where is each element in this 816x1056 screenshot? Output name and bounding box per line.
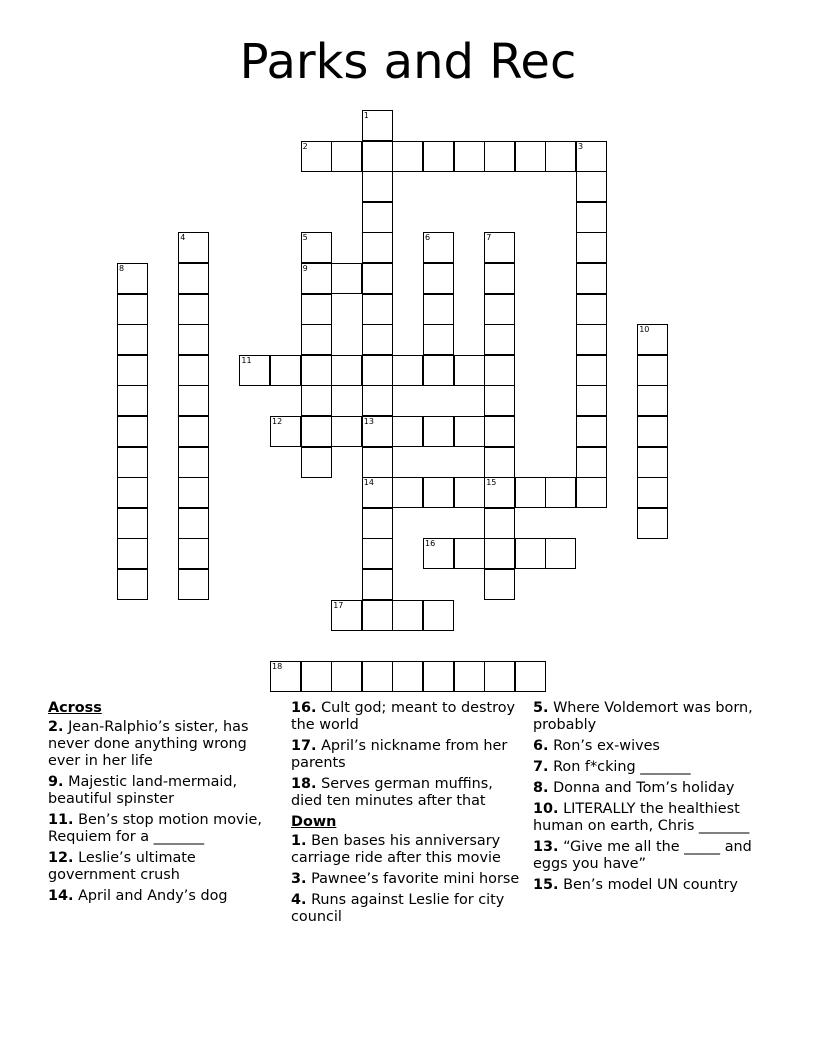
grid-cell[interactable] [117, 416, 148, 447]
clue-number: 4. [291, 892, 307, 908]
grid-cell[interactable] [301, 141, 332, 172]
cell-number: 9 [302, 264, 308, 273]
down-heading: Down [291, 814, 337, 830]
grid-cell[interactable] [484, 355, 515, 386]
grid-cell[interactable] [117, 263, 148, 294]
grid-cell[interactable] [331, 141, 362, 172]
grid-cell[interactable] [454, 141, 485, 172]
grid-cell[interactable] [301, 416, 332, 447]
grid-cell[interactable] [178, 385, 209, 416]
clue-column-2 [291, 700, 523, 930]
grid-cell[interactable] [423, 232, 454, 263]
grid-cell[interactable] [423, 324, 454, 355]
grid-cell[interactable] [392, 477, 423, 508]
grid-cell[interactable] [178, 477, 209, 508]
grid-cell[interactable] [576, 171, 607, 202]
grid-cell[interactable] [362, 477, 393, 508]
grid-cell[interactable] [270, 661, 301, 692]
grid-cell[interactable] [178, 355, 209, 386]
grid-cell[interactable] [362, 110, 393, 141]
clue-number: 6. [533, 738, 549, 754]
grid-cell[interactable] [484, 294, 515, 325]
grid-cell[interactable] [637, 324, 668, 355]
grid-cell[interactable] [270, 416, 301, 447]
clue-number: 7. [533, 759, 549, 775]
grid-cell[interactable] [362, 324, 393, 355]
grid-cell[interactable] [331, 263, 362, 294]
clue-number: 14. [48, 888, 74, 904]
clue-text: Pawnee’s favorite mini horse [311, 871, 520, 887]
grid-cell[interactable] [423, 141, 454, 172]
grid-cell[interactable] [576, 447, 607, 478]
clue-number: 15. [533, 877, 559, 893]
cell-number: 7 [486, 233, 492, 243]
page-title: Parks and Rec [239, 34, 577, 90]
grid-cell[interactable] [545, 477, 576, 508]
grid-cell[interactable] [484, 447, 515, 478]
grid-cell[interactable] [454, 477, 485, 508]
grid-cell[interactable] [484, 538, 515, 569]
grid-cell[interactable] [484, 324, 515, 355]
clue-text: Donna and Tom’s holiday [553, 780, 735, 796]
grid-cell[interactable] [637, 447, 668, 478]
grid-cell[interactable] [362, 294, 393, 325]
grid-cell[interactable] [117, 477, 148, 508]
clue-text: Where Voldemort was born, probably [533, 700, 753, 733]
clue-number: 2. [48, 719, 64, 735]
grid-cell[interactable] [454, 416, 485, 447]
grid-cell[interactable] [484, 661, 515, 692]
clue-text: April’s nickname from her parents [291, 738, 508, 771]
clue-down-3 [291, 871, 523, 888]
grid-cell[interactable] [178, 569, 209, 600]
grid-cell[interactable] [484, 477, 515, 508]
clue-text: Serves german muffins, died ten minutes after that [291, 776, 493, 809]
clue-text: Jean-Ralphio’s sister, has never done anything wrong ever in her life [48, 719, 249, 769]
clue-across-2 [48, 719, 280, 770]
grid-cell[interactable] [576, 324, 607, 355]
grid-cell[interactable] [117, 447, 148, 478]
grid-cell[interactable] [362, 263, 393, 294]
grid-cell[interactable] [117, 538, 148, 569]
cell-number: 1 [363, 111, 369, 120]
grid-cell[interactable] [178, 294, 209, 325]
clue-down-10 [533, 801, 765, 835]
grid-cell[interactable] [392, 355, 423, 386]
clue-number: 13. [533, 839, 559, 855]
grid-cell[interactable] [515, 477, 546, 508]
grid-cell[interactable] [178, 232, 209, 263]
grid-cell[interactable] [423, 355, 454, 386]
grid-cell[interactable] [362, 355, 393, 386]
grid-cell[interactable] [484, 263, 515, 294]
clue-across-11 [48, 812, 280, 846]
cell-number: 12 [272, 417, 283, 426]
grid-cell[interactable] [576, 202, 607, 233]
clue-column-3 [533, 700, 765, 898]
clue-text: “Give me all the _____ and eggs you have” [533, 839, 752, 872]
clue-text: Ron’s ex-wives [553, 738, 660, 754]
grid-cell[interactable] [576, 355, 607, 386]
grid-cell[interactable] [423, 538, 454, 569]
grid-cell[interactable] [392, 600, 423, 631]
clue-down-4 [291, 892, 523, 926]
cell-number: 3 [578, 141, 584, 151]
cell-number: 10 [639, 325, 650, 335]
grid-cell[interactable] [484, 569, 515, 600]
grid-cell[interactable] [515, 661, 546, 692]
grid-cell[interactable] [362, 416, 393, 447]
grid-cell[interactable] [331, 661, 362, 692]
grid-cell[interactable] [178, 538, 209, 569]
grid-cell[interactable] [178, 324, 209, 355]
clue-down-6 [533, 738, 765, 755]
cell-number: 11 [241, 355, 252, 365]
grid-cell[interactable] [117, 569, 148, 600]
grid-cell[interactable] [423, 600, 454, 631]
grid-cell[interactable] [454, 538, 485, 569]
grid-cell[interactable] [392, 416, 423, 447]
clue-number: 5. [533, 700, 549, 716]
clue-text: Majestic land-mermaid, beautiful spinster [48, 774, 238, 807]
grid-cell[interactable] [637, 477, 668, 508]
grid-cell[interactable] [178, 447, 209, 478]
grid-cell[interactable] [331, 600, 362, 631]
grid-cell[interactable] [637, 385, 668, 416]
clue-down-15 [533, 877, 765, 894]
grid-cell[interactable] [362, 202, 393, 233]
grid-cell[interactable] [178, 508, 209, 539]
grid-cell[interactable] [117, 385, 148, 416]
grid-cell[interactable] [331, 355, 362, 386]
grid-cell[interactable] [117, 355, 148, 386]
clue-text: LITERALLY the healthiest human on earth, Chris _______ [533, 801, 750, 834]
grid-cell[interactable] [545, 141, 576, 172]
clue-across-12 [48, 850, 280, 884]
cell-number: 18 [272, 661, 283, 671]
grid-cell[interactable] [301, 263, 332, 294]
cell-number: 14 [363, 478, 374, 488]
clue-text: Runs against Leslie for city council [291, 892, 505, 925]
clue-number: 1. [291, 833, 307, 849]
grid-cell[interactable] [576, 232, 607, 263]
clue-text: Leslie’s ultimate government crush [48, 850, 196, 883]
grid-cell[interactable] [239, 355, 270, 386]
grid-cell[interactable] [362, 447, 393, 478]
grid-cell[interactable] [270, 355, 301, 386]
grid-cell[interactable] [178, 416, 209, 447]
clue-number: 18. [291, 776, 317, 792]
cell-number: 5 [302, 233, 308, 243]
clue-number: 17. [291, 738, 317, 754]
grid-cell[interactable] [362, 569, 393, 600]
clue-across-17 [291, 738, 523, 772]
grid-cell[interactable] [362, 171, 393, 202]
grid-cell[interactable] [454, 355, 485, 386]
clue-down-8 [533, 780, 765, 797]
grid-cell[interactable] [117, 324, 148, 355]
clue-number: 3. [291, 871, 307, 887]
grid-cell[interactable] [576, 263, 607, 294]
clue-number: 12. [48, 850, 74, 866]
grid-cell[interactable] [484, 416, 515, 447]
grid-cell[interactable] [362, 538, 393, 569]
clue-number: 16. [291, 700, 317, 716]
grid-cell[interactable] [454, 661, 485, 692]
clue-across-18 [291, 776, 523, 810]
grid-cell[interactable] [576, 294, 607, 325]
across-heading: Across [48, 700, 102, 716]
grid-cell[interactable] [576, 416, 607, 447]
clue-number: 10. [533, 801, 559, 817]
clue-text: Ben’s stop motion movie, Requiem for a _______ [48, 812, 262, 845]
grid-cell[interactable] [362, 600, 393, 631]
grid-cell[interactable] [301, 355, 332, 386]
clue-across-16 [291, 700, 523, 734]
grid-cell[interactable] [301, 661, 332, 692]
grid-cell[interactable] [117, 508, 148, 539]
cell-number: 6 [425, 233, 431, 243]
clue-across-9 [48, 774, 280, 808]
grid-cell[interactable] [301, 385, 332, 416]
clue-text: Ben’s model UN country [563, 877, 738, 893]
grid-cell[interactable] [637, 508, 668, 539]
clue-number: 9. [48, 774, 64, 790]
clue-number: 11. [48, 812, 74, 828]
clue-down-13 [533, 839, 765, 873]
grid-cell[interactable] [362, 232, 393, 263]
clue-text: Cult god; meant to destroy the world [291, 700, 516, 733]
grid-cell[interactable] [362, 141, 393, 172]
grid-cell[interactable] [392, 661, 423, 692]
cell-number: 2 [302, 141, 308, 151]
grid-cell[interactable] [423, 416, 454, 447]
grid-cell[interactable] [178, 263, 209, 294]
grid-cell[interactable] [484, 385, 515, 416]
clue-column-1 [48, 700, 280, 909]
cell-number: 17 [333, 600, 344, 610]
grid-cell[interactable] [423, 263, 454, 294]
grid-cell[interactable] [362, 508, 393, 539]
grid-cell[interactable] [576, 477, 607, 508]
cell-number: 8 [119, 264, 125, 273]
grid-cell[interactable] [301, 447, 332, 478]
grid-cell[interactable] [484, 141, 515, 172]
grid-cell[interactable] [301, 324, 332, 355]
clue-number: 8. [533, 780, 549, 796]
grid-cell[interactable] [423, 294, 454, 325]
clue-down-7 [533, 759, 765, 776]
grid-cell[interactable] [515, 538, 546, 569]
clue-text: Ben bases his anniversary carriage ride after this movie [291, 833, 501, 866]
grid-cell[interactable] [637, 416, 668, 447]
grid-cell[interactable] [576, 141, 607, 172]
grid-cell[interactable] [301, 294, 332, 325]
clue-down-1 [291, 833, 523, 867]
grid-cell[interactable] [331, 416, 362, 447]
grid-cell[interactable] [515, 141, 546, 172]
cell-number: 16 [425, 539, 436, 549]
clue-down-5 [533, 700, 765, 734]
grid-cell[interactable] [484, 232, 515, 263]
grid-cell[interactable] [301, 232, 332, 263]
grid-cell[interactable] [423, 477, 454, 508]
clue-text: Ron f*cking _______ [553, 759, 691, 775]
grid-cell[interactable] [117, 294, 148, 325]
clue-across-14 [48, 888, 280, 905]
grid-cell[interactable] [545, 538, 576, 569]
grid-cell[interactable] [484, 508, 515, 539]
grid-cell[interactable] [637, 355, 668, 386]
cell-number: 15 [486, 478, 497, 488]
clue-text: April and Andy’s dog [78, 888, 228, 904]
grid-cell[interactable] [392, 141, 423, 172]
cell-number: 13 [363, 417, 374, 426]
grid-cell[interactable] [423, 661, 454, 692]
cell-number: 4 [180, 233, 186, 243]
grid-cell[interactable] [362, 661, 393, 692]
grid-cell[interactable] [362, 385, 393, 416]
grid-cell[interactable] [576, 385, 607, 416]
